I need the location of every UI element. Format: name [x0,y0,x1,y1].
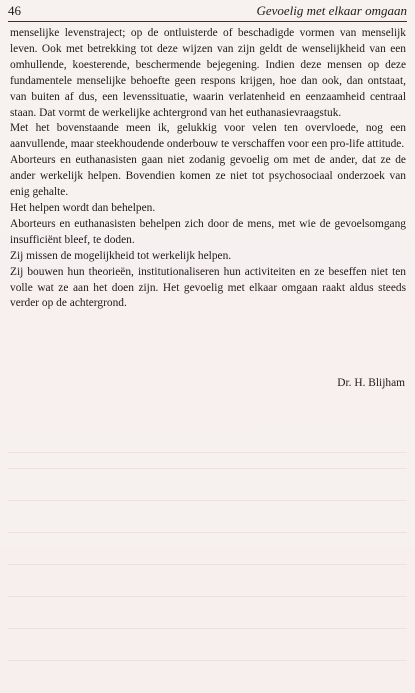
show-through-line [8,532,407,533]
page-number: 46 [8,3,21,18]
paragraph: menselijke levenstraject; op de ontluisterde of beschadigde vormen van menselijk leven. Ook met betrekking tot deze wijzen van zijn geldt de wenselijkheid van een omhullende, koesterende, beschermende bejegening. Indien deze mensen op deze fundamentele menselijke behoefte geen respons krijgen, hoe dan ook, dan ontstaat, van buiten af dus, een levenssituatie, waarin verlatenheid en eenzaamheid centraal staan. Dat vormt de werkelijke achtergrond van het euthanasievraagstuk. [10,27,406,119]
show-through-line [8,564,407,565]
paragraph: Aborteurs en euthanasisten gaan niet zodanig gevoelig om met de ander, dat ze de ander werkelijk helpen. Bovendien komen ze niet tot psychosociaal onderzoek van enig gehalte. [10,154,406,199]
show-through-line [8,500,407,501]
paragraph: Zij missen de mogelijkheid tot werkelijk helpen. [10,249,232,262]
show-through-line [8,660,407,661]
paragraph: Met het bovenstaande meen ik, gelukkig voor velen ten overvloede, nog een aanvullende, maar steekhoudende onderbouw te verschaffen voor een pro-life attitude. [10,122,406,151]
show-through-line [8,452,407,453]
page-header [8,3,407,21]
show-through-line [8,596,407,597]
running-title: Gevoelig met elkaar omgaan [256,3,407,18]
body-text [10,26,406,312]
author-signature: Dr. H. Blijham [337,377,405,389]
header-rule [8,21,407,22]
show-through-line [8,468,407,469]
paragraph: Aborteurs en euthanasisten behelpen zich door de mens, met wie de gevoelsomgang insufficiënt bleef, te doden. [10,217,406,246]
paragraph: Zij bouwen hun theorieën, institutionaliseren hun activiteiten en ze beseffen niet ten volle wat ze aan het doen zijn. Het gevoelig met elkaar omgaan raakt aldus steeds verder op de achtergrond. [10,265,406,310]
show-through-line [8,628,407,629]
paragraph: Het helpen wordt dan behelpen. [10,201,156,214]
